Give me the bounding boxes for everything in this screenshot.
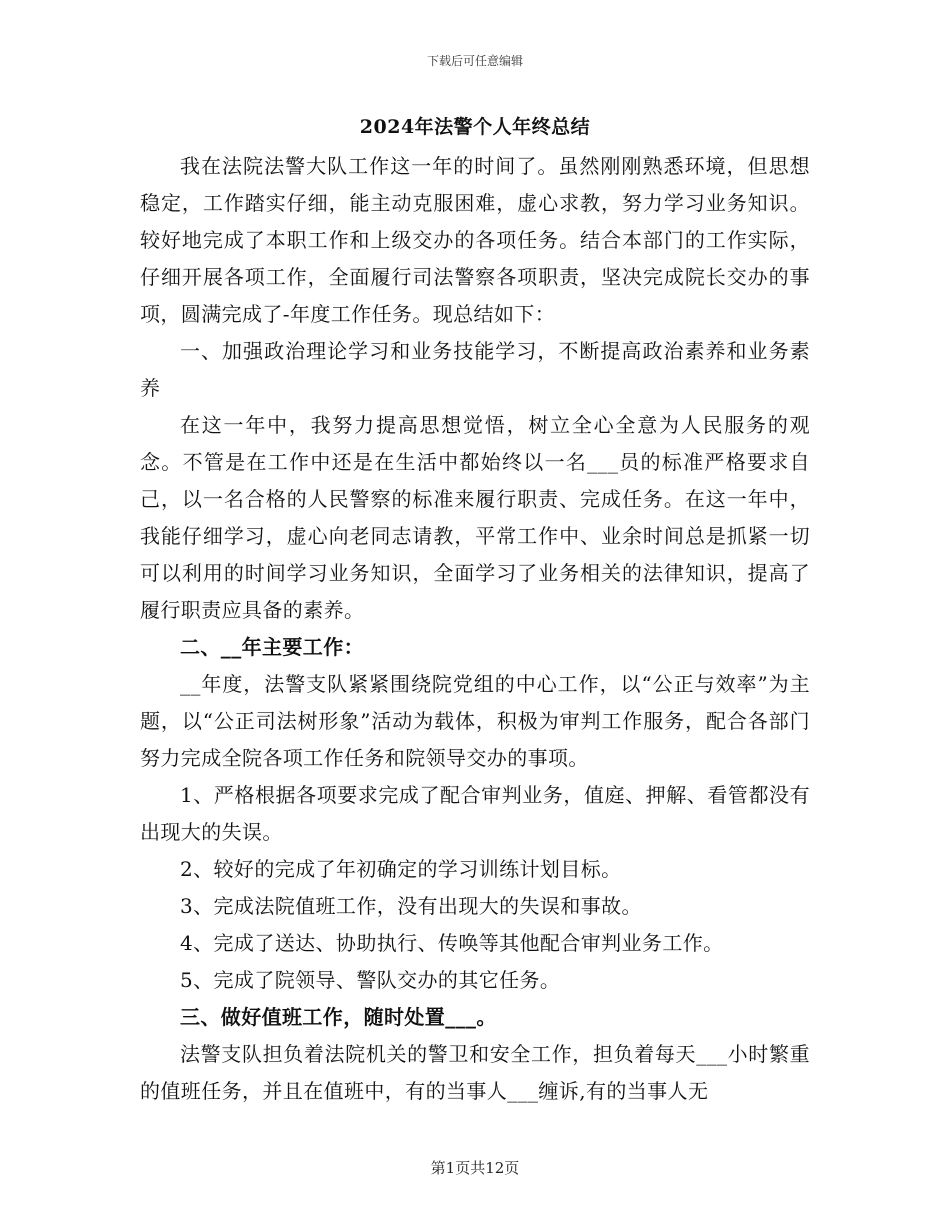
list-item-5: 5、完成了院领导、警队交办的其它任务。 <box>180 968 561 992</box>
list-item-4: 4、完成了送达、协助执行、传唤等其他配合审判业务工作。 <box>180 931 724 955</box>
paragraph-section-3: 法警支队担负着法院机关的警卫和安全工作，担负着每天___小时繁重的值班任务，并且在值班中，有的当事人___缠诉,有的当事人无 <box>140 1042 810 1103</box>
document-title: 2024年法警个人年终总结 <box>359 116 591 138</box>
section-heading-3: 三、做好值班工作，随时处置___。 <box>180 1005 497 1029</box>
document-body <box>140 148 810 1110</box>
header-note: 下载后可任意编辑 <box>426 54 523 68</box>
section-heading-2: 二、__年主要工作： <box>180 635 364 659</box>
list-item-2: 2、较好的完成了年初确定的学习训练计划目标。 <box>180 857 622 881</box>
paragraph-section-2: __年度，法警支队紧紧围绕院党组的中心工作，以“公正与效率”为主题，以“公正司法树形象”活动为载体，积极为审判工作服务，配合各部门努力完成全院各项工作任务和院领导交办的事项。 <box>140 672 810 770</box>
paragraph-section-1: 在这一年中，我努力提高思想觉悟，树立全心全意为人民服务的观念。不管是在工作中还是在生活中都始终以一名___员的标准严格要求自己，以一名合格的人民警察的标准来履行职责、完成任务。在这一年中，我能仔细学习，虚心向老同志请教，平常工作中、业余时间总是抓紧一切可以利用的时间学习业务知识，全面学习了业务相关的法律知识，提高了履行职责应具备的素养。 <box>140 413 810 622</box>
paragraph-intro: 我在法院法警大队工作这一年的时间了。虽然刚刚熟悉环境，但思想稳定，工作踏实仔细，能主动克服困难，虚心求教，努力学习业务知识。较好地完成了本职工作和上级交办的各项任务。结合本部门的工作实际，仔细开展各项工作，全面履行司法警察各项职责，坚决完成院长交办的事项，圆满完成了-年度工作任务。现总结如下： <box>140 154 810 326</box>
list-item-1: 1、严格根据各项要求完成了配合审判业务，值庭、押解、看管都没有出现大的失误。 <box>140 783 810 844</box>
section-heading-1: 一、加强政治理论学习和业务技能学习，不断提高政治素养和业务素养 <box>140 339 810 400</box>
list-item-3: 3、完成法院值班工作，没有出现大的失误和事故。 <box>180 894 642 918</box>
page-number-footer: 第1页共12页 <box>430 1159 520 1177</box>
